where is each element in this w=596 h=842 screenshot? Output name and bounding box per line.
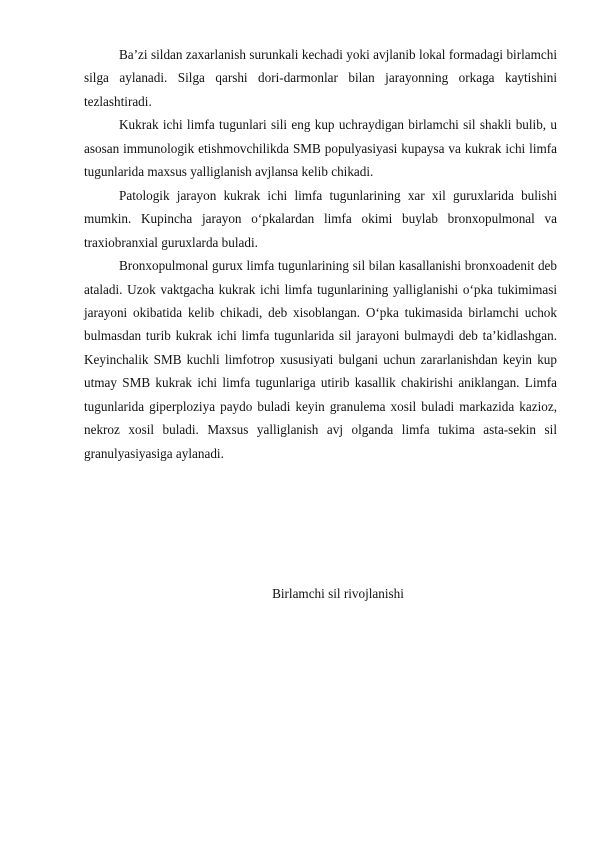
figure-caption-container [0, 585, 596, 603]
paragraph-2: Kukrak ichi limfa tugunlari sili eng kup uchraydigan birlamchi sil shakli bulib, u asosan immunologik etishmovchilikda SMB populyasiyasi kupaysa va kukrak ichi limfa tugunlarida maxsus yalliglanish avjlansa kelib chikadi. [84, 117, 557, 180]
figure-caption: Birlamchi sil rivojlanishi [272, 586, 404, 601]
paragraph-3: Patologik jarayon kukrak ichi limfa tugunlarining xar xil guruxlarida bulishi mumkin. Kupincha jarayon o‘pkalardan limfa okimi buylab bronxopulmonal va traxiobranxial guruxlarda buladi. [84, 187, 557, 250]
paragraph-4: Bronxopulmonal gurux limfa tugunlarining sil bilan kasallanishi bronxoadenit deb ataladi. Uzok vaktgacha kukrak ichi limfa tugunlarining yalliglanishi o‘pka tukimimasi jarayoni okibatida kelib chikadi, deb xisoblangan. O‘pka tukimasida birlamchi uchok bulmasdan turib kukrak ichi limfa tugunlarida sil jarayoni bulmaydi deb ta’kidlashgan. Keyinchalik SMB kuchli limfotrop xususiyati bulgani uchun zararlanishdan keyin kup utmay SMB kukrak ichi limfa tugunlariga utirib kasallik chakirishi aniklangan. Limfa tugunlarida giperploziya paydo buladi keyin granulema xosil buladi markazida kazioz, nekroz xosil buladi. Maxsus yalliglanish avj olganda limfa tukima asta-sekin sil granulyasiyasiga aylanadi. [84, 258, 557, 461]
paragraph-1: Ba’zi sildan zaxarlanish surunkali kechadi yoki avjlanib lokal formadagi birlamchi silga aylanadi. Silga qarshi dori-darmonlar bilan jarayonning orkaga kaytishini tezlashtiradi. [84, 47, 557, 109]
document-body [84, 43, 557, 465]
